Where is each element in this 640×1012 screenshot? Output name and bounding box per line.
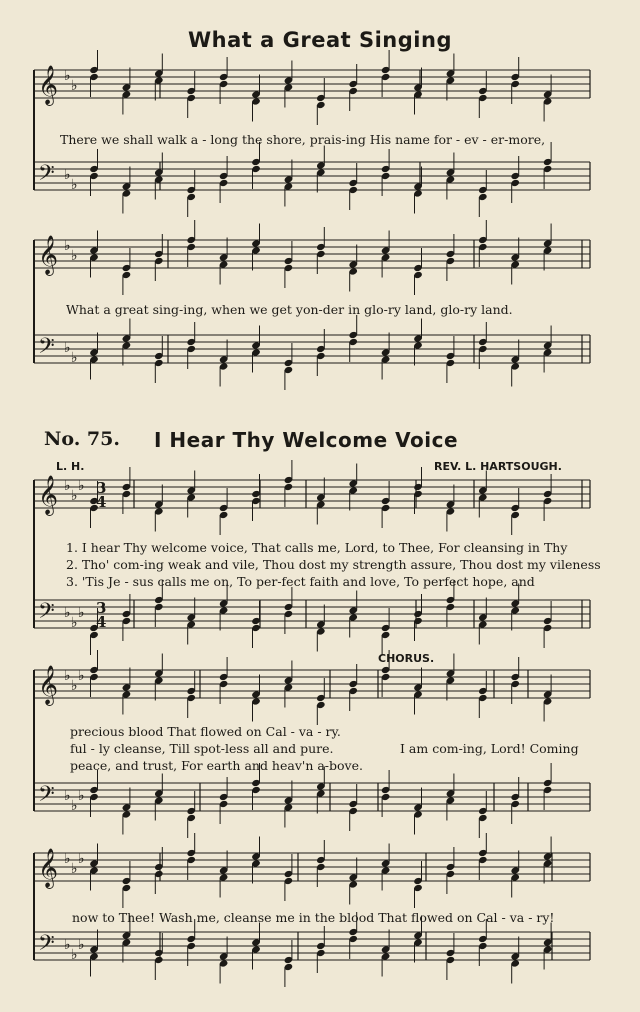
chorus-label: CHORUS. <box>378 652 435 665</box>
flat-icon: ♭ <box>71 798 78 814</box>
verse-lyric: 1. I hear Thy welcome voice, That calls me, Lord, to Thee, For cleansing in Thy <box>66 540 568 555</box>
flat-icon: ♭ <box>78 788 85 804</box>
bass-clef-icon: 𝄢 <box>38 334 55 364</box>
time-signature: 4 <box>96 613 107 631</box>
flat-icon: ♭ <box>71 350 78 366</box>
treble-clef-icon: 𝄞 <box>38 235 59 275</box>
flat-icon: ♭ <box>64 668 71 684</box>
flat-icon: ♭ <box>64 788 71 804</box>
treble-clef-icon: 𝄞 <box>38 848 59 888</box>
flat-icon: ♭ <box>78 478 85 494</box>
verse-lyric: ful - ly cleanse, Till spot-less all and pure. <box>70 741 334 756</box>
hymn-number: No. 75. <box>44 428 120 450</box>
bass-clef-icon: 𝄢 <box>38 161 55 191</box>
treble-clef-icon: 𝄞 <box>38 65 59 105</box>
flat-icon: ♭ <box>78 605 85 621</box>
flat-icon: ♭ <box>64 238 71 254</box>
bass-clef-icon: 𝄢 <box>38 599 55 629</box>
flat-icon: ♭ <box>71 488 78 504</box>
hymn-header <box>44 428 604 454</box>
flat-icon: ♭ <box>64 851 71 867</box>
author-credit: L. H. <box>56 460 85 473</box>
lyric-line: What a great sing-ing, when we get yon-der in glo-ry land, glo-ry land. <box>66 302 513 317</box>
bass-clef-icon: 𝄢 <box>38 931 55 961</box>
flat-icon: ♭ <box>64 605 71 621</box>
chorus-lyric: I am com-ing, Lord! Coming <box>400 741 579 756</box>
flat-icon: ♭ <box>78 851 85 867</box>
verse-lyric: precious blood That flowed on Cal - va - ry. <box>70 724 341 739</box>
flat-icon: ♭ <box>71 615 78 631</box>
flat-icon: ♭ <box>71 947 78 963</box>
flat-icon: ♭ <box>78 937 85 953</box>
verse-lyric: peace, and trust, For earth and heav'n a-bove. <box>70 758 363 773</box>
flat-icon: ♭ <box>64 937 71 953</box>
flat-icon: ♭ <box>71 678 78 694</box>
flat-icon: ♭ <box>64 340 71 356</box>
time-signature: 3 <box>96 479 107 497</box>
flat-icon: ♭ <box>78 668 85 684</box>
flat-icon: ♭ <box>64 478 71 494</box>
flat-icon: ♭ <box>71 248 78 264</box>
flat-icon: ♭ <box>64 68 71 84</box>
composer-credit: REV. L. HARTSOUGH. <box>434 460 562 473</box>
treble-clef-icon: 𝄞 <box>38 475 59 515</box>
lyric-line: There we shall walk a - long the shore, prais-ing His name for - ev - er-more, <box>60 132 546 147</box>
verse-lyric: 2. Tho' com-ing weak and vile, Thou dost my strength assure, Thou dost my vileness <box>66 557 601 572</box>
treble-clef-icon: 𝄞 <box>38 665 59 705</box>
time-signature: 4 <box>96 493 107 511</box>
time-signature: 3 <box>96 599 107 617</box>
song-title-what-a-great-singing: What a Great Singing <box>188 28 452 52</box>
flat-icon: ♭ <box>71 177 78 193</box>
verse-lyric: 3. 'Tis Je - sus calls me on, To per-fect faith and love, To perfect hope, and <box>66 574 535 589</box>
flat-icon: ♭ <box>71 861 78 877</box>
bass-clef-icon: 𝄢 <box>38 782 55 812</box>
flat-icon: ♭ <box>71 78 78 94</box>
flat-icon: ♭ <box>64 167 71 183</box>
hymn-title: I Hear Thy Welcome Voice <box>154 428 459 452</box>
chorus-lyric: now to Thee! Wash me, cleanse me in the blood That flowed on Cal - va - ry! <box>72 910 555 925</box>
